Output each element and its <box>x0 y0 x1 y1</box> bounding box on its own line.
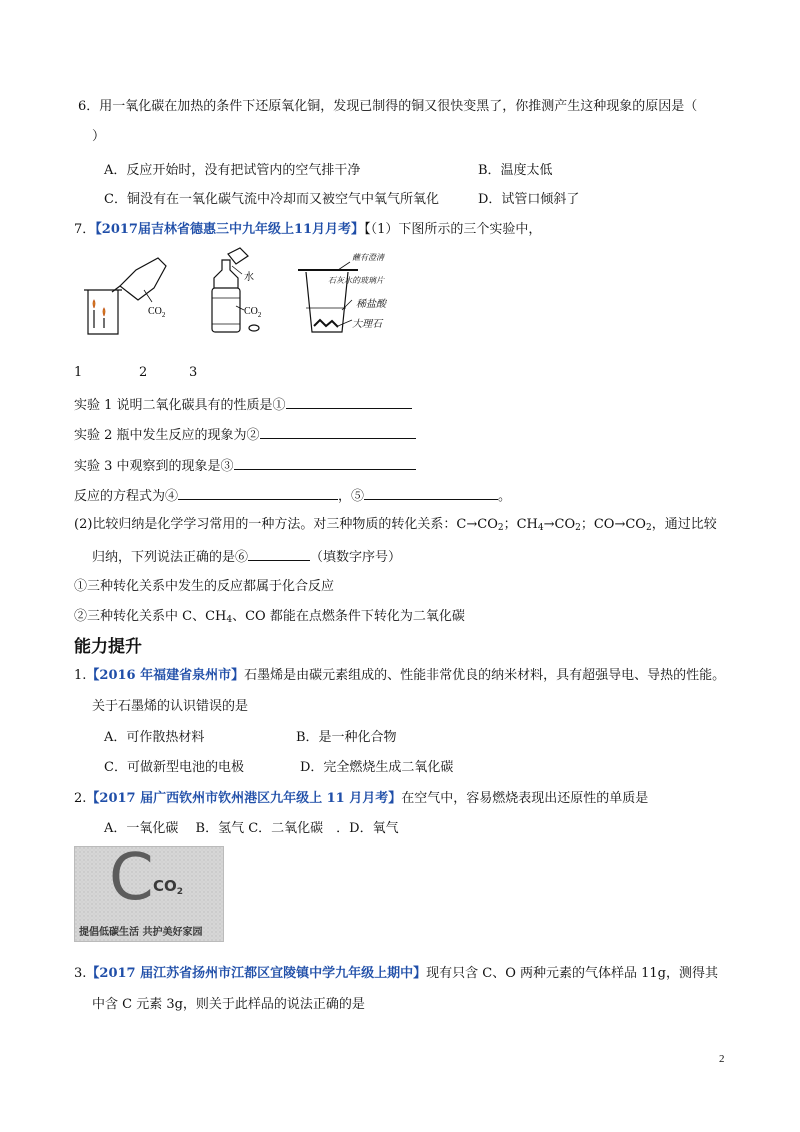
experiment-figures <box>80 248 384 338</box>
answer-blank-4[interactable] <box>178 486 338 500</box>
q7-number: 7． <box>74 222 96 237</box>
q7-line-1: 实验 1 说明二氧化碳具有的性质是① <box>74 395 412 415</box>
experiment-2-water-label: 水 <box>244 272 254 283</box>
q7-heading <box>74 221 541 239</box>
q7-line-4: 反应的方程式为④ ，⑤ 。 <box>74 486 511 506</box>
logo-letter: C <box>109 841 154 915</box>
answer-blank-3[interactable] <box>234 456 416 470</box>
q7-stem: 【（1）下图所示的三个实验中， <box>364 222 542 237</box>
p3-stem-2: 中含 C 元素 3g，则关于此样品的说法正确的是 <box>92 997 365 1012</box>
q6-option-a: A．反应开始时，没有把试管内的空气排干净 <box>104 163 361 178</box>
answer-blank-2[interactable] <box>260 425 416 439</box>
q6-option-b: B．温度太低 <box>478 163 553 178</box>
p1-stem: 1.【2016 年福建省泉州市】石墨烯是由碳元素组成的、性能非常优良的纳米材料，具有超强导电、导热的性能。 <box>74 668 726 683</box>
q7-line-2: 实验 2 瓶中发生反应的现象为② <box>74 425 416 445</box>
experiment-2-co2-label: $CO_2$ <box>244 306 262 319</box>
experiment-1-co2-label: $CO_2$ <box>148 306 166 319</box>
figure-number-3: 3 <box>189 365 198 380</box>
answer-blank-1[interactable] <box>286 395 412 409</box>
page-number: 2 <box>719 1053 725 1065</box>
logo-caption: 提倡低碳生活 共护美好家园 <box>79 927 203 938</box>
logo-co2: $CO_2$ <box>153 877 184 897</box>
q7-part-2: (2)比较归纳是化学学习常用的一种方法。对三种物质的转化关系：$C\to CO_2$；$CH_4\to CO_2$；$CO\to CO_2$，通过比较 <box>74 517 717 533</box>
p1-option-b: B．是一种化合物 <box>296 730 397 745</box>
experiment-2-figure <box>212 248 259 332</box>
figure-number-1: 1 <box>74 365 83 380</box>
p2-options: A．一氧化碳 B．氢气 C．二氧化碳 ．D．氧气 <box>104 821 399 836</box>
q6-option-d: D．试管口倾斜了 <box>478 192 580 207</box>
q7-part-2-line-2: 归纳，下列说法正确的是⑥ （填数字序号） <box>92 547 401 567</box>
q7-line-3: 实验 3 中观察到的现象是③ <box>74 456 416 476</box>
q7-statement-1: ①三种转化关系中发生的反应都属于化合反应 <box>74 579 335 594</box>
figure-number-2: 2 <box>139 365 148 380</box>
q7-statement-2: ②三种转化关系中 C、$CH_4$、CO 都能在点燃条件下转化为二氧化碳 <box>74 609 465 625</box>
experiment-3-glass-label-2: 石灰水的玻璃片 <box>328 276 384 285</box>
q6-stem: 6．用一氧化碳在加热的条件下还原氧化铜，发现已制得的铜又很快变黑了，你推测产生这种现象的原因是（ <box>78 99 698 114</box>
p3-stem: 3.【2017 届江苏省扬州市江都区宜陵镇中学九年级上期中】现有只含 C、O 两种元素的气体样品 11g，测得其 <box>74 966 718 981</box>
low-carbon-logo-image <box>74 841 224 942</box>
p2-stem: 2.【2017 届广西钦州市钦州港区九年级上 11 月月考】在空气中，容易燃烧表现出还原性的单质是 <box>74 791 649 806</box>
q7-source: 【2017届吉林省德惠三中九年级上11月月考】 <box>95 222 365 237</box>
experiment-1-figure <box>84 258 166 334</box>
section-title: 能力提升 <box>74 637 142 657</box>
experiment-3-glass-label: 蘸有澄清 <box>352 253 384 262</box>
answer-blank-6[interactable] <box>248 547 310 561</box>
p1-option-a: A．可作散热材料 <box>104 730 205 745</box>
q6-stem-end: ） <box>92 129 106 144</box>
answer-blank-5[interactable] <box>364 486 498 500</box>
p1-option-c: C．可做新型电池的电极 <box>104 760 244 775</box>
experiment-3-marble-label: 大理石 <box>352 319 382 330</box>
p1-option-d: D．完全燃烧生成二氧化碳 <box>300 760 454 775</box>
experiment-3-acid-label: 稀盐酸 <box>356 299 386 310</box>
experiment-3-figure <box>298 262 358 332</box>
p1-stem-2: 关于石墨烯的认识错误的是 <box>92 699 249 714</box>
q6-option-c: C．铜没有在一氧化碳气流中冷却而又被空气中氧气所氧化 <box>104 192 439 207</box>
